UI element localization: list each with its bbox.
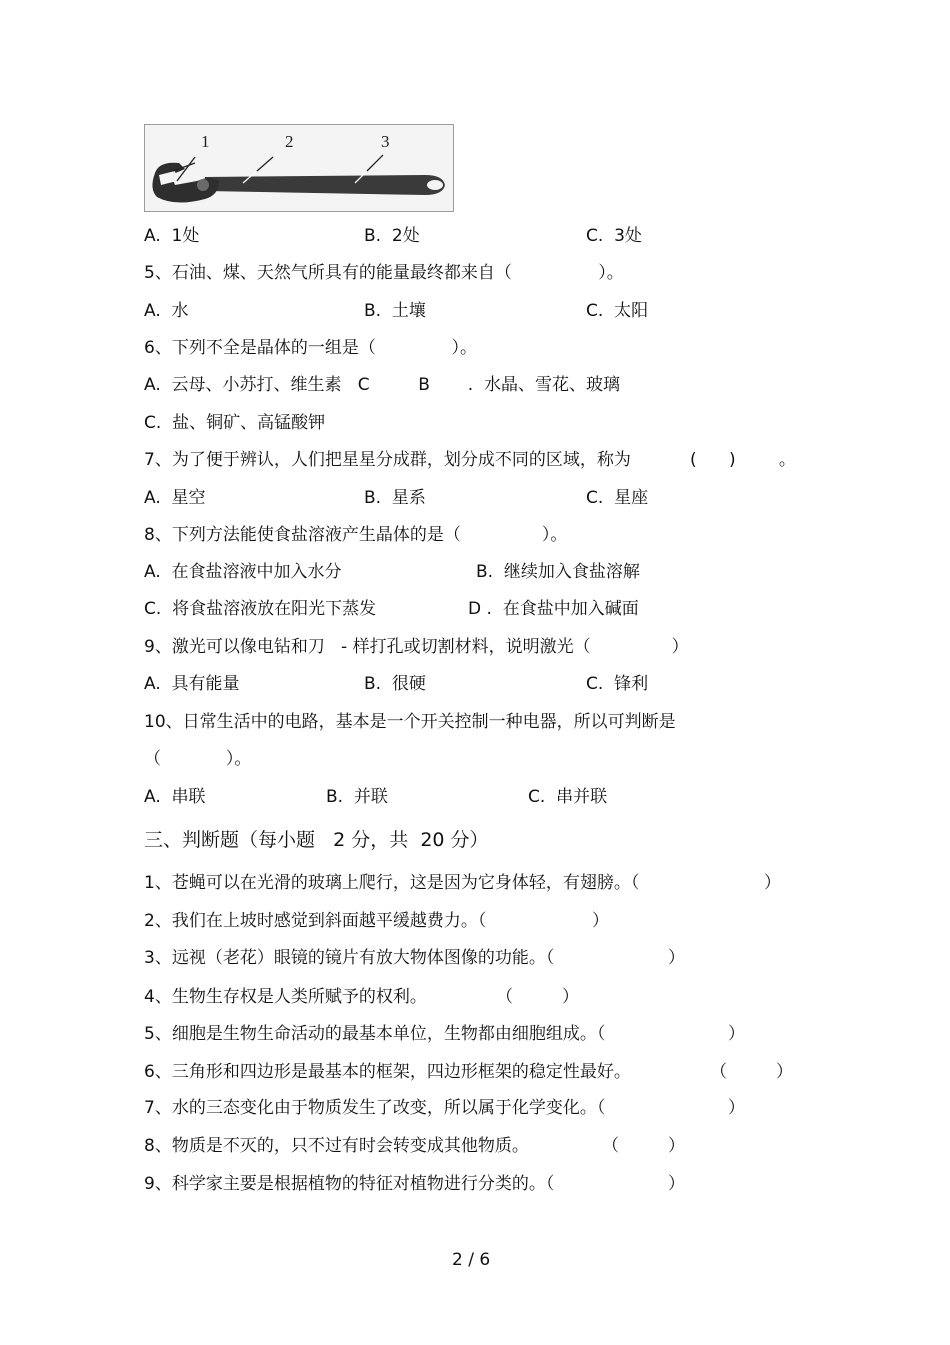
q4-option-b: B. 2处: [364, 226, 420, 246]
judge-item-9: 9、科学家主要是根据植物的特征对植物进行分类的。（: [144, 1174, 555, 1194]
q7-option-a: A. 星空: [144, 488, 206, 508]
judge-item-9-close: ）: [668, 1174, 685, 1194]
q6-stem: 6、下列不全是晶体的一组是（ ）。: [144, 338, 477, 358]
q6-option-c: C. 盐、铜矿、高锰酸钾: [144, 413, 326, 433]
judge-item-5: 5、细胞是生物生命活动的最基本单位，生物都由细胞组成。（: [144, 1024, 606, 1044]
q6-option-a: A. 云母、小苏打、维生素 C B . 水晶、雪花、玻璃: [144, 375, 620, 395]
q5-option-a: A. 水: [144, 301, 189, 321]
q9-option-c: C. 锋利: [586, 674, 649, 694]
q9-option-b: B. 很硬: [364, 674, 426, 694]
judge-item-6-close: ）: [776, 1062, 793, 1082]
q4-option-c: C. 3处: [586, 226, 642, 246]
figure-label-3: 3: [381, 132, 390, 151]
judge-item-4-open: （: [496, 987, 513, 1007]
judge-item-4: 4、生物生存权是人类所赋予的权利。: [144, 987, 427, 1007]
figure-label-2: 2: [285, 132, 294, 151]
judge-item-8-open: （: [602, 1136, 619, 1156]
q8-stem: 8、下列方法能使食盐溶液产生晶体的是（ ）。: [144, 525, 568, 545]
q7-option-b: B. 星系: [364, 488, 426, 508]
q10-option-c: C. 串并联: [528, 787, 608, 807]
q10-blank: （ ）。: [144, 749, 252, 769]
q4-option-a: A. 1处: [144, 226, 200, 246]
q5-option-c: C. 太阳: [586, 301, 649, 321]
judge-item-3-close: ）: [668, 948, 685, 968]
q10-option-b: B. 并联: [326, 787, 388, 807]
q8-option-c: C. 将食盐溶液放在阳光下蒸发: [144, 599, 377, 619]
q5-stem: 5、石油、煤、天然气所具有的能量最终都来自（ ）。: [144, 263, 624, 283]
q8-option-a: A. 在食盐溶液中加入水分: [144, 562, 342, 582]
q10-stem: 10、日常生活中的电路，基本是一个开关控制一种电器，所以可判断是: [144, 712, 676, 732]
q9-stem: 9、激光可以像电钻和刀 - 样打孔或切割材料，说明激光（ ）: [144, 637, 689, 657]
judge-item-8: 8、物质是不灭的，只不过有时会转变成其他物质。: [144, 1136, 529, 1156]
page-number: 2 / 6: [452, 1250, 491, 1270]
q7-blank: ( ) 。: [690, 450, 796, 470]
q7-option-c: C. 星座: [586, 488, 649, 508]
section-3-title: 三、判断题（每小题 2 分，共 20 分）: [144, 829, 489, 851]
q7-stem: 7、为了便于辨认，人们把星星分成群，划分成不同的区域，称为: [144, 450, 631, 470]
q9-option-a: A. 具有能量: [144, 674, 240, 694]
judge-item-1-close: ）: [764, 873, 781, 893]
judge-item-7-close: ）: [728, 1098, 745, 1118]
wrench-figure: [144, 124, 454, 212]
q8-option-d: D . 在食盐中加入碱面: [468, 599, 639, 619]
judge-item-2: 2、我们在上坡时感觉到斜面越平缓越费力。（: [144, 911, 487, 931]
judge-item-7: 7、水的三态变化由于物质发生了改变，所以属于化学变化。（: [144, 1098, 606, 1118]
judge-item-4-close: ）: [562, 987, 579, 1007]
judge-item-6: 6、三角形和四边形是最基本的框架，四边形框架的稳定性最好。: [144, 1062, 631, 1082]
judge-item-2-close: ）: [592, 911, 609, 931]
q8-option-b: B. 继续加入食盐溶解: [476, 562, 640, 582]
q10-option-a: A. 串联: [144, 787, 206, 807]
judge-item-3: 3、远视（老花）眼镜的镜片有放大物体图像的功能。（: [144, 948, 555, 968]
judge-item-1: 1、苍蝇可以在光滑的玻璃上爬行，这是因为它身体轻，有翅膀。（: [144, 873, 640, 893]
figure-label-1: 1: [201, 132, 210, 151]
judge-item-8-close: ）: [668, 1136, 685, 1156]
judge-item-5-close: ）: [728, 1024, 745, 1044]
q5-option-b: B. 土壤: [364, 301, 426, 321]
judge-item-6-open: （: [710, 1062, 727, 1082]
